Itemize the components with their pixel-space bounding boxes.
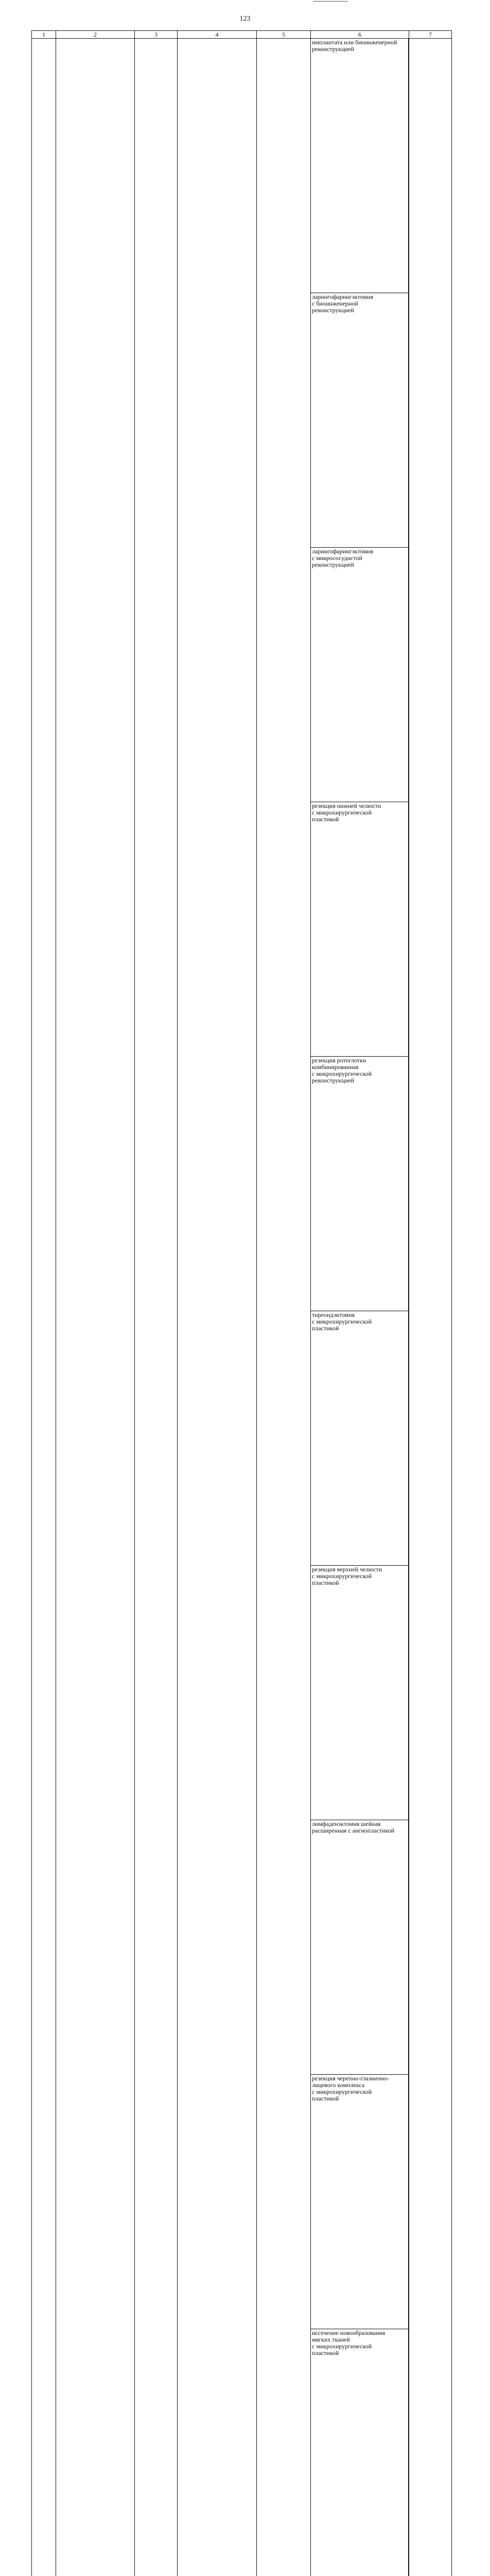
header-col-4: 4 [178, 31, 257, 39]
list-item: тиреоидэктомия с микрохирургической пластикой [311, 1311, 409, 1566]
list-item: резекция ротоглотки комбинированная с микрохирургической реконструкцией [311, 1057, 409, 1311]
list-item: иссечение новообразования мягких тканей с микрохирургической пластикой [311, 2329, 409, 2576]
services-table [31, 30, 452, 2576]
cell-col-4 [178, 39, 257, 2576]
top-rule-divider [313, 1, 348, 2]
header-col-2: 2 [56, 31, 135, 39]
cell-col-6 [311, 39, 409, 2576]
list-item: лимфаденэктомия шейная расширенная с ангиопластикой [311, 1820, 409, 2075]
list-item: резекция нижней челюсти с микрохирургической пластикой [311, 802, 409, 1057]
cell-col-1 [32, 39, 56, 2576]
header-col-5: 5 [257, 31, 311, 39]
cell-col-5 [257, 39, 311, 2576]
header-col-1: 1 [32, 31, 56, 39]
list-item: ларингофарингэктомия с микрососудистой реконструкцией [311, 548, 409, 802]
header-col-6: 6 [311, 31, 409, 39]
header-row [32, 31, 452, 39]
cell-col-7 [409, 39, 452, 2576]
table-row [32, 39, 452, 2576]
cell-col-3 [135, 39, 178, 2576]
header-col-7: 7 [409, 31, 452, 39]
list-item: резекция верхней челюсти с микрохирургической пластикой [311, 1566, 409, 1820]
header-col-3: 3 [135, 31, 178, 39]
list-item: резекция черепно-глазнично- лицевого комплекса с микрохирургической пластикой [311, 2075, 409, 2329]
page-number: 123 [0, 15, 490, 23]
list-item: ларингофарингэктомия с биоинженерной реконструкцией [311, 293, 409, 548]
cell-col-2 [56, 39, 135, 2576]
treatment-methods-list [311, 39, 409, 2576]
list-item: имплантата или биоинженерной реконструкцией [311, 39, 409, 293]
